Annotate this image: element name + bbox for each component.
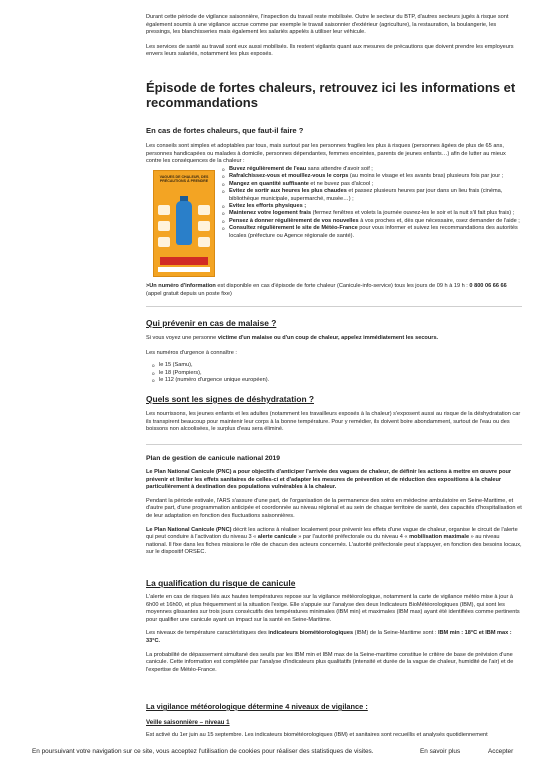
divider xyxy=(146,306,522,307)
cookie-accept-button[interactable]: Accepter xyxy=(488,748,514,755)
dehydration-section xyxy=(146,394,522,434)
urgency-intro: Les numéros d'urgence à connaître : xyxy=(146,349,237,356)
poster-icon-5 xyxy=(198,221,210,231)
plan-section xyxy=(146,454,522,557)
heat-section xyxy=(146,126,522,166)
dehydration-heading: Quels sont les signes de déshydratation ? xyxy=(146,394,315,404)
list-item: o Pensez à donner régulièrement de vos nouvelles à vos proches et, dès que nécessaire, osez demander de l'aide ; xyxy=(222,218,520,225)
cookie-banner xyxy=(0,744,545,772)
poster-icon-3 xyxy=(158,237,170,247)
poster-title: VAGUES DE CHALEUR, DES PRÉCAUTIONS À PRENDRE xyxy=(159,175,209,184)
info-phone-number: 0 800 06 66 66 xyxy=(469,283,507,289)
qualification-paragraph-2: Les niveaux de température caractéristiques des indicateurs biométéorologiques (IBM) de la Seine-Maritime sont : IBM min : 18°C et IBM max : 33°C. xyxy=(146,630,512,644)
heat-heading: En cas de fortes chaleurs, que faut-il faire ? xyxy=(146,126,304,135)
background-watermark xyxy=(440,330,540,390)
list-item: o le 112 (numéro d'urgence unique européen). xyxy=(152,377,522,384)
intro-paragraph-1: Durant cette période de vigilance saisonnière, l'inspection du travail reste mobilisée. Outre le secteur du BTP, d'autres secteurs jugés à risque sont également soumis à une vigilance accrue comme par exemple le travail saisonnier d'extérieur (agriculture), la restauration, la boulangerie, les pressings, les blanchisseries mais également les salariés appelés à utiliser leur véhicule. xyxy=(146,14,509,36)
qualification-paragraph-3: La probabilité de dépassement simultané des seuils par les IBM min et IBM max de la Seine-maritime constitue le critère de base de prévision d'une canicule. Cette information est complétée par l'analyse d'indicateurs plus qualitatifs (intensité et durée de la vague de chaleur, humidité de l'air) et de l'expertise de Météo-France. xyxy=(146,651,514,673)
malaise-paragraph: Si vous voyez une personne victime d'un malaise ou d'un coup de chaleur, appelez immédiatement les secours. xyxy=(146,335,439,341)
poster-icon-4 xyxy=(198,205,210,215)
intro-paragraph-2: Les services de santé au travail sont eux aussi mobilisés. Ils restent vigilants quant aux mesures de précautions que doivent prendre les employeurs envers leurs salariés, notamment les plus exposés. xyxy=(146,43,514,58)
plan-paragraph-2: Pendant la période estivale, l'ARS s'assure d'une part, de l'organisation de la permanence des soins en médecine ambulatoire en Seine-Maritime, et d'autre part, d'une programmation anticipée et coordonnée au niveau régional et au sein de chaque territoire de santé, des capacités d'hospitalisation et de leur adaptation en fonction des fluctuations saisonnières. xyxy=(146,497,522,519)
cookie-text: En poursuivant votre navigation sur ce site, vous acceptez l'utilisation de cookies pour réaliser des statistiques de visites. xyxy=(32,748,374,755)
divider xyxy=(146,444,522,445)
plan-paragraph-1: Le Plan National Canicule (PNC) a pour objectifs d'anticiper l'arrivée des vagues de chaleur, de définir les actions à mettre en œuvre pour prévenir et limiter les effets sanitaires de celles-ci et d'adapter les mesures de prévention et de réduction des expositions à la chaleur particulièrement à destination des populations vulnérables à la chaleur. xyxy=(146,469,512,491)
list-item: o le 15 (Samu), xyxy=(152,362,522,369)
intro-section xyxy=(146,14,522,59)
list-item: o Buvez régulièrement de l'eau sans attendre d'avoir soif ; xyxy=(222,166,520,173)
qualification-paragraph-1: L'alerte en cas de risques liés aux hautes températures repose sur la vigilance météorologique, notamment la carte de vigilance météo mise à jour à 6h00 et 16h00, et plus fréquemment si la situation l'exige. Elle s'appuie sur l'analyse des deux Indicateurs BioMétéorologiques (IBM), qui sont les moyennes glissantes sur trois jours consécutifs des températures minimales (IBM min) et maximales (IBM max) ayant été identifiées comme pertinents pour qualifier une canicule ayant un impact sur la santé en Seine-Maritime. xyxy=(146,594,520,623)
info-number-section xyxy=(146,283,522,298)
poster-red-band xyxy=(160,257,208,265)
vigilance-section xyxy=(146,702,522,740)
poster-icon-2 xyxy=(158,221,170,231)
list-item: o Consultez régulièrement le site de Météo-France pour vous informer et suivez les recommandations des autorités locales (préfecture ou Agence régionale de santé). xyxy=(222,225,520,240)
info-number-paragraph: >Un numéro d'information est disponible en cas d'épisode de forte chaleur (Canicule-info-service) tous les jours de 09 h à 19 h : 0 800 06 66 66 (appel gratuit depuis un poste fixe) xyxy=(146,283,507,297)
list-item: o Rafraîchissez-vous et mouillez-vous le corps (au moins le visage et les avants bras) plusieurs fois par jour ; xyxy=(222,173,520,180)
plan-heading: Plan de gestion de canicule national 2019 xyxy=(146,455,281,462)
list-item: o Evitez de sortir aux heures les plus chaudes et passez plusieurs heures par jour dans un lieu frais (cinéma, bibliothèque municipale, supermarché, musée…) ; xyxy=(222,188,520,203)
list-item: o Evitez les efforts physiques ; xyxy=(222,203,520,210)
heat-advice-list xyxy=(222,166,520,240)
vigilance-heading: La vigilance météorologique détermine 4 niveaux de vigilance : xyxy=(146,702,368,711)
episode-section xyxy=(146,80,522,110)
qualification-section xyxy=(146,578,522,674)
dehydration-paragraph: Les nourrissons, les jeunes enfants et les adultes (notamment les travailleurs exposés à la chaleur) s'exposent aussi au risque de la déshydratation car ils transpirent beaucoup pour maintenir leur corps à la bonne température. Pour y remédier, ils doivent boire abondamment, surtout de l'eau ou des boissons non alcoolisées, le surplus d'eau sera éliminé. xyxy=(146,411,521,433)
heatwave-poster-image xyxy=(153,170,215,277)
list-item: o Mangez en quantité suffisante et ne buvez pas d'alcool ; xyxy=(222,181,520,188)
list-item: o le 18 (Pompiers), xyxy=(152,370,522,377)
malaise-heading: Qui prévenir en cas de malaise ? xyxy=(146,318,277,328)
qualification-heading: La qualification du risque de canicule xyxy=(146,578,296,588)
heat-intro: Les conseils sont simples et adoptables par tous, mais surtout par les personnes fragiles les plus à risques (personnes âgées de plus de 65 ans, personnes handicapées ou malades à domicile, personnes dépendantes, femmes enceintes, parents de jeunes enfants…) afin de lutter au mieux contre les conséquences de la chaleur : xyxy=(146,143,506,165)
poster-icon-1 xyxy=(158,205,170,215)
vigilance-paragraph: Est activé du 1er juin au 15 septembre. Les indicateurs biométéorologiques (IBM) et sanitaires sont recueillis et analysés quotidiennement xyxy=(146,732,488,738)
poster-footer xyxy=(158,267,210,272)
list-item: o Maintenez votre logement frais (fermez fenêtres et volets la journée ouvrez-les le soir et la nuit s'il fait plus frais) ; xyxy=(222,210,520,217)
water-bottle-graphic xyxy=(176,201,192,245)
vigilance-level-1-heading: Veille saisonnière – niveau 1 xyxy=(146,719,230,726)
plan-paragraph-3: Le Plan National Canicule (PNC) décrit les actions à réaliser localement pour prévenir les effets d'une vague de chaleur, organise le circuit de l'alerte qui peut conduire à l'activation du niveau 3 « alerte canicule » par l'autorité préfectorale ou du niveau 4 « mobilisation maximale » au niveau national. Il fixe dans les fiches missions le rôle de chacun des acteurs concernés. L'autorité préfectorale peut s'appuyer, en fonction des besoins locaux, sur le dispositif ORSEC. xyxy=(146,526,522,556)
episode-title: Épisode de fortes chaleurs, retrouvez ici les informations et recommandations xyxy=(146,80,516,110)
cookie-more-link[interactable]: En savoir plus xyxy=(420,748,461,755)
poster-icon-6 xyxy=(198,237,210,247)
